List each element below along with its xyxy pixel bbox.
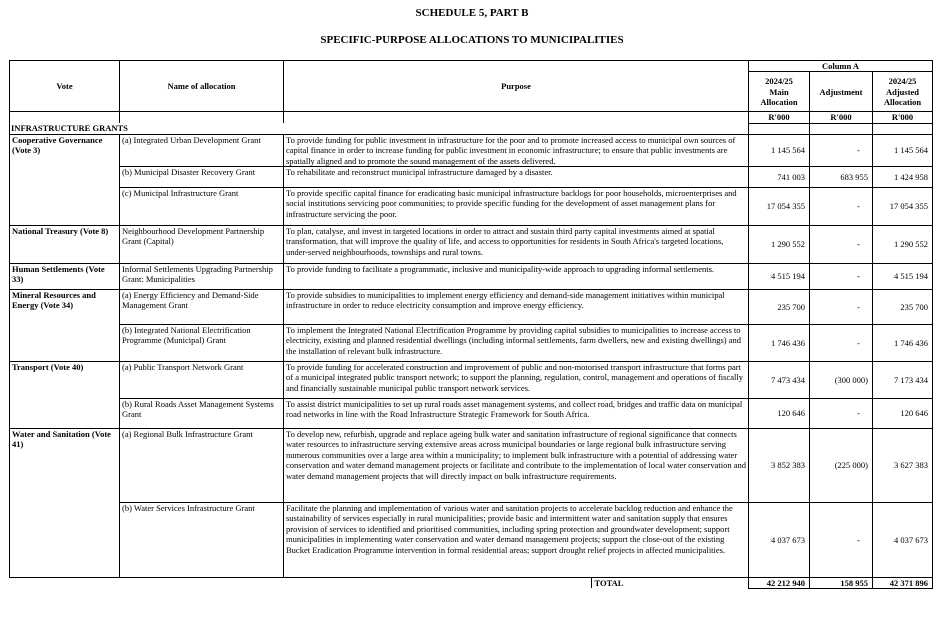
allocation-name: (c) Municipal Infrastructure Grant: [120, 187, 284, 225]
adjusted-allocation: 120 646: [873, 398, 933, 428]
allocation-name: (a) Regional Bulk Infrastructure Grant: [120, 428, 284, 502]
adjusted-allocation: 1 746 436: [873, 324, 933, 361]
table-row: [10, 361, 933, 398]
main-allocation: 120 646: [749, 398, 810, 428]
adjusted-allocation: 1 145 564: [873, 134, 933, 166]
col-header-purpose: Purpose: [284, 61, 749, 112]
adjusted-allocation: 1 424 958: [873, 166, 933, 187]
allocation-name: (b) Rural Roads Asset Management Systems Grant: [120, 398, 284, 428]
vote-cell-human-settlements: Human Settlements (Vote 33): [10, 263, 120, 289]
allocation-purpose: To implement the Integrated National Electrification Programme by providing capital subsidies to municipalities to increase access to electricity, existing and planned residential dwellings (including informal settlements, farm dwellers, new and existing dwellings) and the installation of relevant bulk infrastructure.: [284, 324, 749, 361]
adjustment-value: -: [810, 263, 873, 289]
table-row: [10, 187, 933, 225]
allocation-purpose: To provide subsidies to municipalities to implement energy efficiency and demand-side management initiatives within municipal infrastructure in order to reduce electricity consumption and improve energy efficiency.: [284, 289, 749, 324]
vote-cell-water: Water and Sanitation (Vote 41): [10, 428, 120, 577]
document-title: SPECIFIC-PURPOSE ALLOCATIONS TO MUNICIPALITIES: [320, 34, 624, 46]
adjusted-allocation: 235 700: [873, 289, 933, 324]
adjusted-label-2: Allocation: [883, 97, 922, 108]
allocation-purpose: To provide funding for public investment in infrastructure for the poor and to promote increased access to municipal own sources of capital finance in order to increase funding for public investment in economic infrastructure; to ensure that public investments are spatially aligned and to promote the sound management of the assets delivered.: [284, 134, 749, 166]
adjusted-allocation: 4 037 673: [873, 502, 933, 577]
adjusted-year: 2024/25: [888, 76, 917, 87]
adjustment-value: -: [810, 134, 873, 166]
adjusted-allocation: 7 173 434: [873, 361, 933, 398]
adjusted-allocation: 17 054 355: [873, 187, 933, 225]
adjustment-value: -: [810, 187, 873, 225]
schedule-heading: SCHEDULE 5, PART B: [415, 7, 529, 19]
col-header-main: [749, 72, 810, 112]
main-year: 2024/25: [765, 76, 793, 87]
table-row: [10, 324, 933, 361]
main-allocation: 235 700: [749, 289, 810, 324]
total-adjustment: 158 955: [810, 577, 873, 588]
table-row: [10, 289, 933, 324]
allocation-purpose: To provide funding to facilitate a programmatic, inclusive and municipality-wide approach to upgrading informal settlements.: [284, 263, 749, 289]
allocation-purpose: To develop new, refurbish, upgrade and replace ageing bulk water and sanitation infrastructure of regional significance that connects water resources to infrastructure serving extensive areas across municipal boundaries or large regional bulk infrastructure serving numerous communities over a large area within a municipality; to implement bulk infrastructure with a potential of addressing water conservation and water demand management projects or facilitate and contribute to the implementation of local water conservation and water demand management projects that will directly impact on bulk infrastructure requirements.: [284, 428, 749, 502]
main-label-2: Allocation: [760, 97, 798, 108]
table-row: [10, 398, 933, 428]
unit-adjusted: R'000: [873, 112, 933, 123]
allocation-name: (b) Water Services Infrastructure Grant: [120, 502, 284, 577]
table-row: [10, 134, 933, 166]
main-allocation: 1 145 564: [749, 134, 810, 166]
section-row: [10, 123, 933, 134]
col-header-vote: Vote: [10, 61, 120, 112]
vote-cell-transport: Transport (Vote 40): [10, 361, 120, 428]
adjustment-value: -: [810, 289, 873, 324]
allocation-purpose: To plan, catalyse, and invest in targeted locations in order to attract and sustain third party capital investments aimed at spatial transformation, that will improve the quality of life, and access to opportunities for residents in South Africa's targeted locations, under-served neighbourhoods, townships and rural towns.: [284, 225, 749, 263]
adjustment-value: -: [810, 225, 873, 263]
allocation-purpose: To provide specific capital finance for eradicating basic municipal infrastructure backlogs for poor households, microenterprises and social institutions servicing poor communities; to provide specific funding for the development of asset management plans for infrastructure servicing the poor.: [284, 187, 749, 225]
col-header-adjusted: [873, 72, 933, 112]
main-allocation: 741 003: [749, 166, 810, 187]
main-allocation: 4 037 673: [749, 502, 810, 577]
allocations-table: [9, 60, 933, 589]
adjustment-value: (225 000): [810, 428, 873, 502]
col-header-adjustment: Adjustment: [810, 72, 873, 112]
units-row: [10, 112, 933, 123]
section-title: INFRASTRUCTURE GRANTS: [10, 123, 749, 134]
table-row: [10, 428, 933, 502]
allocation-name: (a) Integrated Urban Development Grant: [120, 134, 284, 166]
main-label: Main: [769, 86, 789, 97]
vote-cell-mineral: Mineral Resources and Energy (Vote 34): [10, 289, 120, 361]
vote-cell-coop: Cooperative Governance (Vote 3): [10, 134, 120, 225]
allocation-name: (b) Integrated National Electrification Programme (Municipal) Grant: [120, 324, 284, 361]
adjusted-allocation: 3 627 383: [873, 428, 933, 502]
adjusted-label: Adjusted: [885, 86, 920, 97]
unit-adjustment: R'000: [810, 112, 873, 123]
main-allocation: 7 473 434: [749, 361, 810, 398]
adjustment-value: -: [810, 398, 873, 428]
total-main: 42 212 940: [749, 577, 810, 588]
vote-cell-treasury: National Treasury (Vote 8): [10, 225, 120, 263]
allocation-purpose: To provide funding for accelerated construction and improvement of public and non-motorised transport infrastructure that forms part of a municipal integrated public transport network; to support the planning, regulation, control, management and operations of fiscally and financially sustainable municipal public transport network services.: [284, 361, 749, 398]
allocation-name: Informal Settlements Upgrading Partnership Grant: Municipalities: [120, 263, 284, 289]
adjusted-allocation: 4 515 194: [873, 263, 933, 289]
total-adjusted: 42 371 896: [873, 577, 933, 588]
allocation-purpose: To rehabilitate and reconstruct municipal infrastructure damaged by a disaster.: [284, 166, 749, 187]
allocation-name: (a) Energy Efficiency and Demand-Side Management Grant: [120, 289, 284, 324]
main-allocation: 17 054 355: [749, 187, 810, 225]
main-allocation: 3 852 383: [749, 428, 810, 502]
adjustment-value: -: [810, 324, 873, 361]
main-allocation: 1 290 552: [749, 225, 810, 263]
header-row-1: [10, 61, 933, 72]
total-label: TOTAL: [591, 578, 749, 588]
table-row: [10, 263, 933, 289]
adjustment-value: 683 955: [810, 166, 873, 187]
col-header-column-a: Column A: [749, 61, 933, 72]
allocation-purpose: To assist district municipalities to set up rural roads asset management systems, and collect road, bridges and traffic data on municipal road networks in line with the Road Infrastructure Strategic Framework for South Africa.: [284, 398, 749, 428]
table-row: [10, 225, 933, 263]
adjustment-value: -: [810, 502, 873, 577]
main-allocation: 4 515 194: [749, 263, 810, 289]
table-row: [10, 166, 933, 187]
adjustment-value: (300 000): [810, 361, 873, 398]
allocation-name: (a) Public Transport Network Grant: [120, 361, 284, 398]
allocation-name: (b) Municipal Disaster Recovery Grant: [120, 166, 284, 187]
unit-main: R'000: [749, 112, 810, 123]
adjusted-allocation: 1 290 552: [873, 225, 933, 263]
allocation-purpose: Facilitate the planning and implementation of various water and sanitation projects to accelerate backlog reduction and enhance the sustainability of services especially in rural municipalities; provide basic and intermittent water and sanitation supply that ensures provision of services to identified and prioritised communities, including spring protection and groundwater development; support municipalities in implementing water conservation and water demand management projects; support the close-out of the existing Bucket Eradication Programme intervention in formal residential areas; support drought relief projects in affected municipalities.: [284, 502, 749, 577]
col-header-name: Name of allocation: [120, 61, 284, 112]
main-allocation: 1 746 436: [749, 324, 810, 361]
allocation-name: Neighbourhood Development Partnership Grant (Capital): [120, 225, 284, 263]
total-row: [10, 577, 933, 588]
table-row: [10, 502, 933, 577]
